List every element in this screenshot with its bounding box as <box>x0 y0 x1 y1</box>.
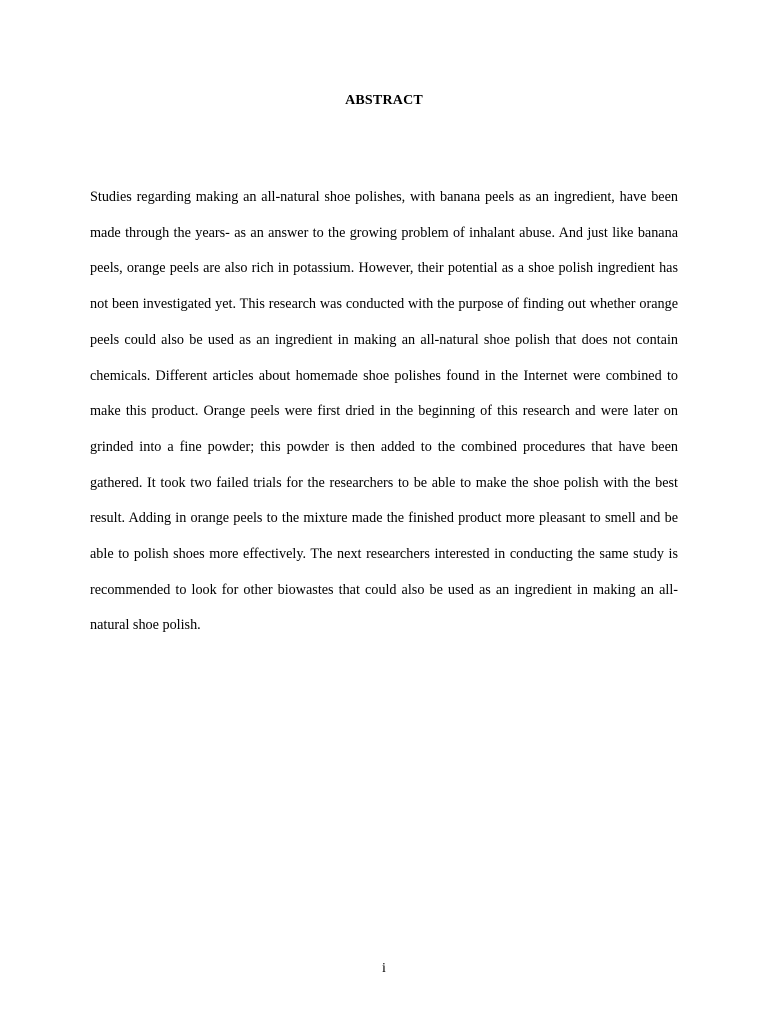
abstract-body: Studies regarding making an all-natural shoe polishes, with banana peels as an ingredient, have been made through the years- as an answer to the growing problem of inhalant abuse. And just like banana peels, orange peels are also rich in potassium. However, their potential as a shoe polish ingredient has not been investigated yet. This research was conducted with the purpose of finding out whether orange peels could also be used as an ingredient in making an all-natural shoe polish that does not contain chemicals. Different articles about homemade shoe polishes found in the Internet were combined to make this product. Orange peels were first dried in the beginning of this research and were later on grinded into a fine powder; this powder is then added to the combined procedures that have been gathered. It took two failed trials for the researchers to be able to make the shoe polish with the best result. Adding in orange peels to the mixture made the finished product more pleasant to smell and be able to polish shoes more effectively. The next researchers interested in conducting the same study is recommended to look for other biowastes that could also be used as an ingredient in making an all-natural shoe polish. <box>90 189 678 634</box>
page-number: i <box>382 961 386 976</box>
abstract-heading: ABSTRACT <box>345 93 423 108</box>
